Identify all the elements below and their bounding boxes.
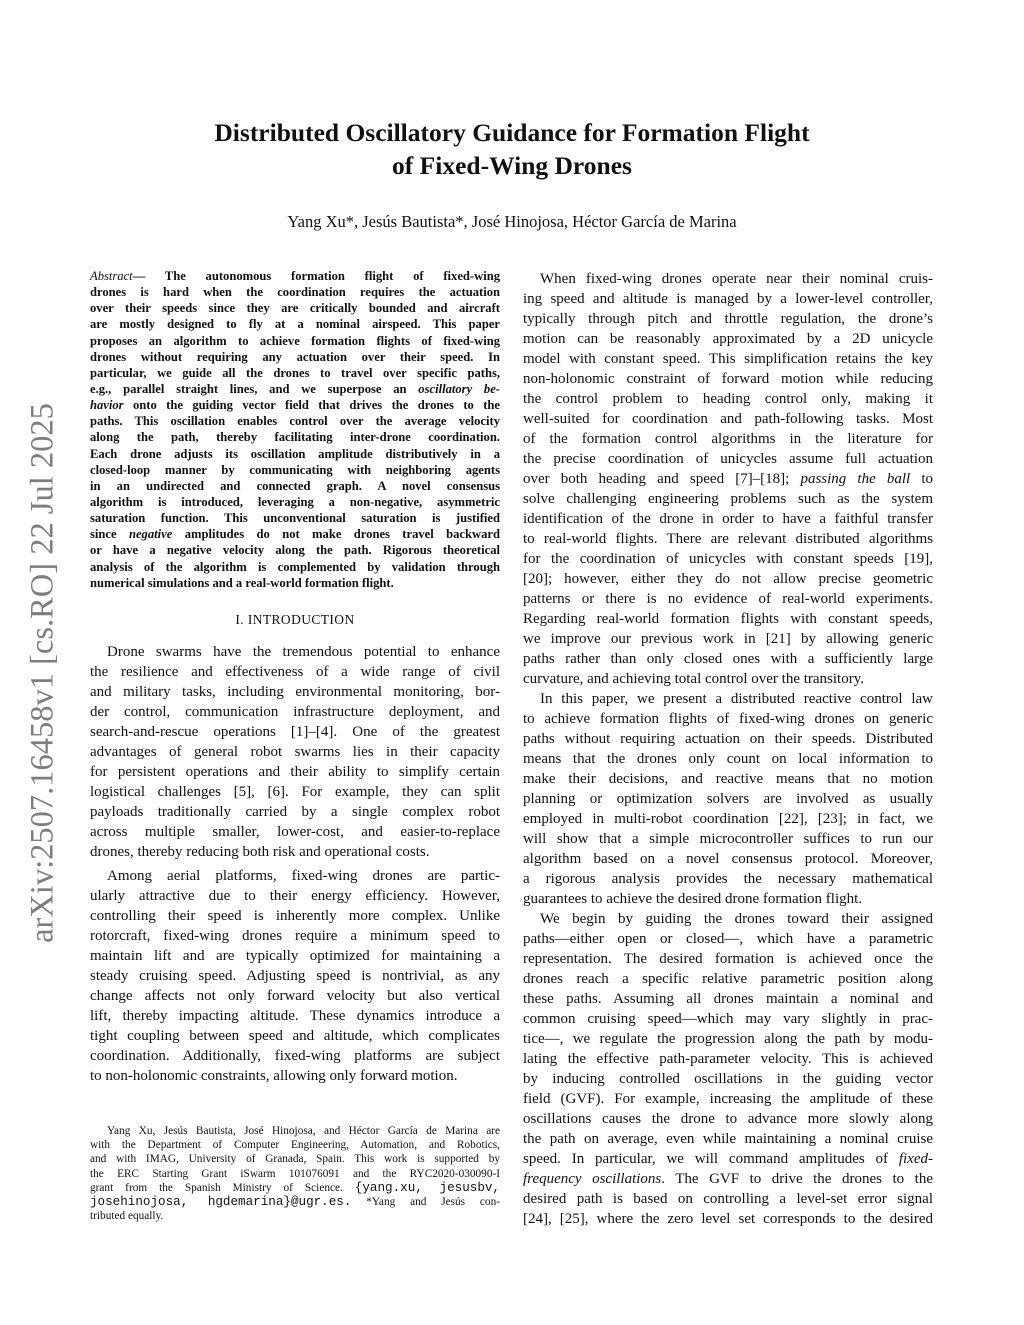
abstract-line: closed-loop manner by communicating with neighboring agents — [90, 462, 500, 477]
author-emails: {yang.xu, jesusbv, — [354, 1180, 500, 1195]
abstract-line: drones without requiring any actuation over their speed. In — [90, 349, 500, 364]
text-line: change affects not only forward velocity but also vertical — [90, 987, 500, 1004]
text-line: desired path is based on controlling a level-set error signal — [523, 1191, 933, 1207]
abstract-line: over their speeds since they are critically bounded and aircraft — [90, 301, 500, 316]
text-line: of the formation control algorithms in the literature for — [523, 431, 933, 447]
text-line: field (GVF). For example, increasing the amplitude of these — [523, 1091, 933, 1107]
section-heading-introduction: I. INTRODUCTION — [235, 611, 355, 627]
abstract-label: Abstract — [90, 269, 133, 283]
abstract-line: are mostly designed to fly at a nominal airspeed. This paper — [90, 317, 500, 332]
abstract-line: saturation function. This unconventional saturation is justified — [90, 511, 500, 526]
text-line: [20]; however, either they do not allow precise geometric — [523, 571, 933, 587]
text-line: Among aerial platforms, fixed-wing drones are partic- — [107, 867, 500, 884]
text-line: paths rather than only closed ones with a sufficiently large — [523, 651, 933, 667]
author-list: Yang Xu*, Jesús Bautista*, José Hinojosa, Héctor García de Marina — [287, 212, 737, 231]
text-line: tice—, we regulate the progression along the path by modu- — [523, 1031, 933, 1047]
abstract-line: along the path, thereby facilitating inter-drone coordination. — [90, 430, 500, 445]
text-line: employed in multi-robot coordination [22], [23]; in fact, we — [523, 811, 933, 827]
text-line: logistical challenges [5], [6]. For example, they can split — [90, 783, 500, 800]
text-line: we improve our previous work in [21] by allowing generic — [523, 631, 933, 647]
text-line: advantages of general robot swarms lies in their capacity — [90, 743, 500, 760]
text-line: means that the drones only count on local information to — [523, 751, 933, 767]
emphasis-passing-the-ball: passing the ball — [800, 471, 911, 487]
text-line: curvature, and achieving total control over the transitory. — [523, 671, 864, 687]
footnote-line: Yang Xu, Jesús Bautista, José Hinojosa, and Héctor García de Marina are — [107, 1125, 500, 1137]
text-line: to non-holonomic constraints, allowing only forward motion. — [90, 1067, 458, 1084]
text-line: typically through pitch and throttle regulation, the drone’s — [523, 311, 933, 327]
text-line: tight coupling between speed and altitude, which complicates — [90, 1027, 500, 1044]
arxiv-sidebar — [2, 378, 84, 968]
abstract-line: Abstract— The autonomous formation flight of fixed-wing — [90, 269, 500, 283]
left-column — [90, 268, 500, 1086]
text-line: der control, communication infrastructure deployment, and — [90, 703, 500, 720]
text-line: Regarding real-world formation flights with constant speeds, — [523, 611, 933, 627]
text-line: Drone swarms have the tremendous potential to enhance — [107, 643, 500, 660]
paper-title — [90, 116, 934, 182]
text-line: a rigorous analysis provides the necessary mathematical — [523, 871, 933, 887]
right-column-text — [523, 269, 933, 1229]
author-footnote — [90, 1124, 500, 1223]
abstract-line: drones is hard when the coordination requires the actuation — [90, 285, 500, 300]
text-line: representation. The desired formation is achieved once the — [523, 951, 933, 967]
author-emails-cont: josehinojosa, hgdemarina}@ugr.es. — [90, 1194, 352, 1209]
text-line: coordination. Additionally, fixed-wing platforms are subject — [90, 1047, 500, 1064]
text-line: drones, thereby reducing both risk and operational costs. — [90, 843, 430, 860]
text-line: lift, thereby impacting altitude. These dynamics introduce a — [90, 1007, 500, 1024]
title-line-2: of Fixed-Wing Drones — [392, 151, 632, 180]
text-line: maintain lift and are typically optimized for maintaining a — [90, 947, 500, 964]
text-line: make their decisions, and reactive means that no motion — [523, 771, 933, 787]
text-line: speed. In particular, we will command amplitudes of fixed- — [523, 1151, 933, 1167]
text-line: frequency oscillations. The GVF to drive the drones to the — [523, 1171, 933, 1187]
text-line: by inducing controlled oscillations in the guiding vector — [523, 1071, 933, 1087]
text-line: paths without requiring actuation on their speeds. Distributed — [523, 731, 933, 747]
introduction-text — [90, 642, 500, 1086]
text-line: We begin by guiding the drones toward their assigned — [540, 911, 933, 927]
text-line: motion can be reasonably approximated by a 2D unicycle — [523, 331, 933, 347]
text-line: drones reach a specific relative parametric position along — [523, 971, 933, 987]
text-line: payloads traditionally carried by a single complex robot — [90, 803, 500, 820]
text-line: controlling their speed is inherently more complex. Unlike — [90, 907, 500, 924]
text-line: and military tasks, including environmental monitoring, bor- — [90, 683, 500, 700]
text-line: the resilience and effectiveness of a wide range of civil — [90, 663, 500, 680]
text-line: solve challenging engineering problems such as the system — [523, 491, 933, 507]
abstract-line: e.g., parallel straight lines, and we superpose an oscillatory be- — [90, 381, 500, 396]
emphasis-oscillatory: oscillatory be- — [418, 381, 500, 396]
text-line: patterns or there is no evidence of real-world experiments. — [523, 591, 933, 607]
abstract-line: in an undirected and connected graph. A novel consensus — [90, 478, 500, 493]
text-line: to achieve formation flights of fixed-wing drones on generic — [523, 711, 933, 727]
emphasis-negative: negative — [128, 527, 173, 542]
text-line: search-and-rescue operations [1]–[4]. One of the greatest — [90, 723, 500, 740]
text-line: non-holonomic constraint of forward motion while reducing — [523, 371, 933, 387]
text-line: for persistent operations and their ability to simplify certain — [90, 763, 500, 780]
text-line: model with constant speed. This simplification retains the key — [523, 351, 933, 367]
text-line: steady cruising speed. Adjusting speed is nontrivial, as any — [90, 967, 500, 984]
footnote-line: the ERC Starting Grant iSwarm 101076091 and the RYC2020-030090-I — [90, 1167, 500, 1180]
text-line: common cruising speed—which may vary slightly in prac- — [523, 1011, 933, 1027]
abstract-line: since negative amplitudes do not make drones travel backward — [90, 527, 501, 542]
text-line: oscillations causes the drone to advance more slowly along — [523, 1111, 933, 1127]
text-line: [24], [25], where the zero level set corresponds to the desired — [523, 1211, 933, 1227]
text-line: for the coordination of unicycles with constant speeds [19], — [523, 551, 933, 567]
abstract-line: algorithm is introduced, leveraging a non-negative, asymmetric — [90, 494, 500, 509]
abstract-line: analysis of the algorithm is complemented by validation through — [90, 559, 500, 574]
text-line: the precise coordination of unicycles assume full actuation — [523, 451, 933, 467]
text-line: will show that a simple microcontroller suffices to run our — [523, 831, 933, 847]
arxiv-identifier: arXiv:2507.16458v1 [cs.RO] 22 Jul 2025 — [24, 403, 61, 943]
text-line: ing speed and altitude is managed by a lower-level controller, — [523, 291, 933, 307]
text-line: When fixed-wing drones operate near their nominal cruis- — [540, 271, 933, 287]
abstract-line: havior onto the guiding vector field that drives the drones to the — [90, 398, 500, 413]
title-line-1: Distributed Oscillatory Guidance for Formation Flight — [214, 118, 810, 147]
text-line: rotorcraft, fixed-wing drones require a minimum speed to — [90, 927, 500, 944]
abstract-line: particular, we guide all the drones to travel over specific paths, — [90, 365, 500, 380]
text-line: across multiple smaller, lower-cost, and easier-to-replace — [90, 823, 500, 840]
text-line: ularly attractive due to their energy efficiency. However, — [90, 887, 500, 904]
text-line: In this paper, we present a distributed reactive control law — [540, 691, 933, 707]
text-line: lating the effective path-parameter velocity. This is achieved — [523, 1051, 933, 1067]
text-line: guarantees to achieve the desired drone formation flight. — [523, 891, 863, 907]
footnote-line: grant from the Spanish Ministry of Science. {yang.xu, jesusbv, — [90, 1180, 500, 1195]
abstract — [90, 268, 500, 591]
text-line: to real-world flights. There are relevant distributed algorithms — [523, 531, 933, 547]
text-line: the path on average, even while maintaining a nominal cruise — [523, 1131, 933, 1147]
footnote-line: and with IMAG, University of Granada, Spain. This work is supported by — [90, 1153, 500, 1166]
text-line: these paths. Assuming all drones maintain a nominal and — [523, 991, 933, 1007]
text-line: algorithm based on a novel consensus protocol. Moreover, — [523, 851, 933, 867]
text-line: over both heading and speed [7]–[18]; passing the ball to — [523, 471, 934, 487]
abstract-line: numerical simulations and a real-world formation flight. — [90, 575, 394, 590]
emphasis-fixed-frequency: fixed- — [898, 1151, 933, 1167]
right-column — [523, 269, 933, 1229]
text-line: the control problem to heading control only, making it — [523, 391, 933, 407]
abstract-line: Each drone adjusts its oscillation amplitude distributively in a — [90, 446, 500, 461]
text-line: planning or optimization solvers are involved as usually — [523, 791, 933, 807]
text-line: paths—either open or closed—, which have a parametric — [523, 931, 933, 947]
footnote-line: josehinojosa, hgdemarina}@ugr.es. *Yang and Jesús con- — [90, 1194, 500, 1209]
abstract-line: proposes an algorithm to achieve formation flights of fixed-wing — [90, 333, 500, 348]
abstract-line: or have a negative velocity along the path. Rigorous theoretical — [90, 543, 500, 558]
footnote-line: with the Department of Computer Engineering, Automation, and Robotics, — [90, 1139, 500, 1152]
text-line: identification of the drone in order to have a faithful transfer — [523, 511, 933, 527]
footnote-line: tributed equally. — [90, 1210, 164, 1223]
text-line: well-suited for coordination and path-following tasks. Most — [523, 411, 933, 427]
abstract-line: paths. This oscillation enables control over the average velocity — [90, 414, 500, 429]
